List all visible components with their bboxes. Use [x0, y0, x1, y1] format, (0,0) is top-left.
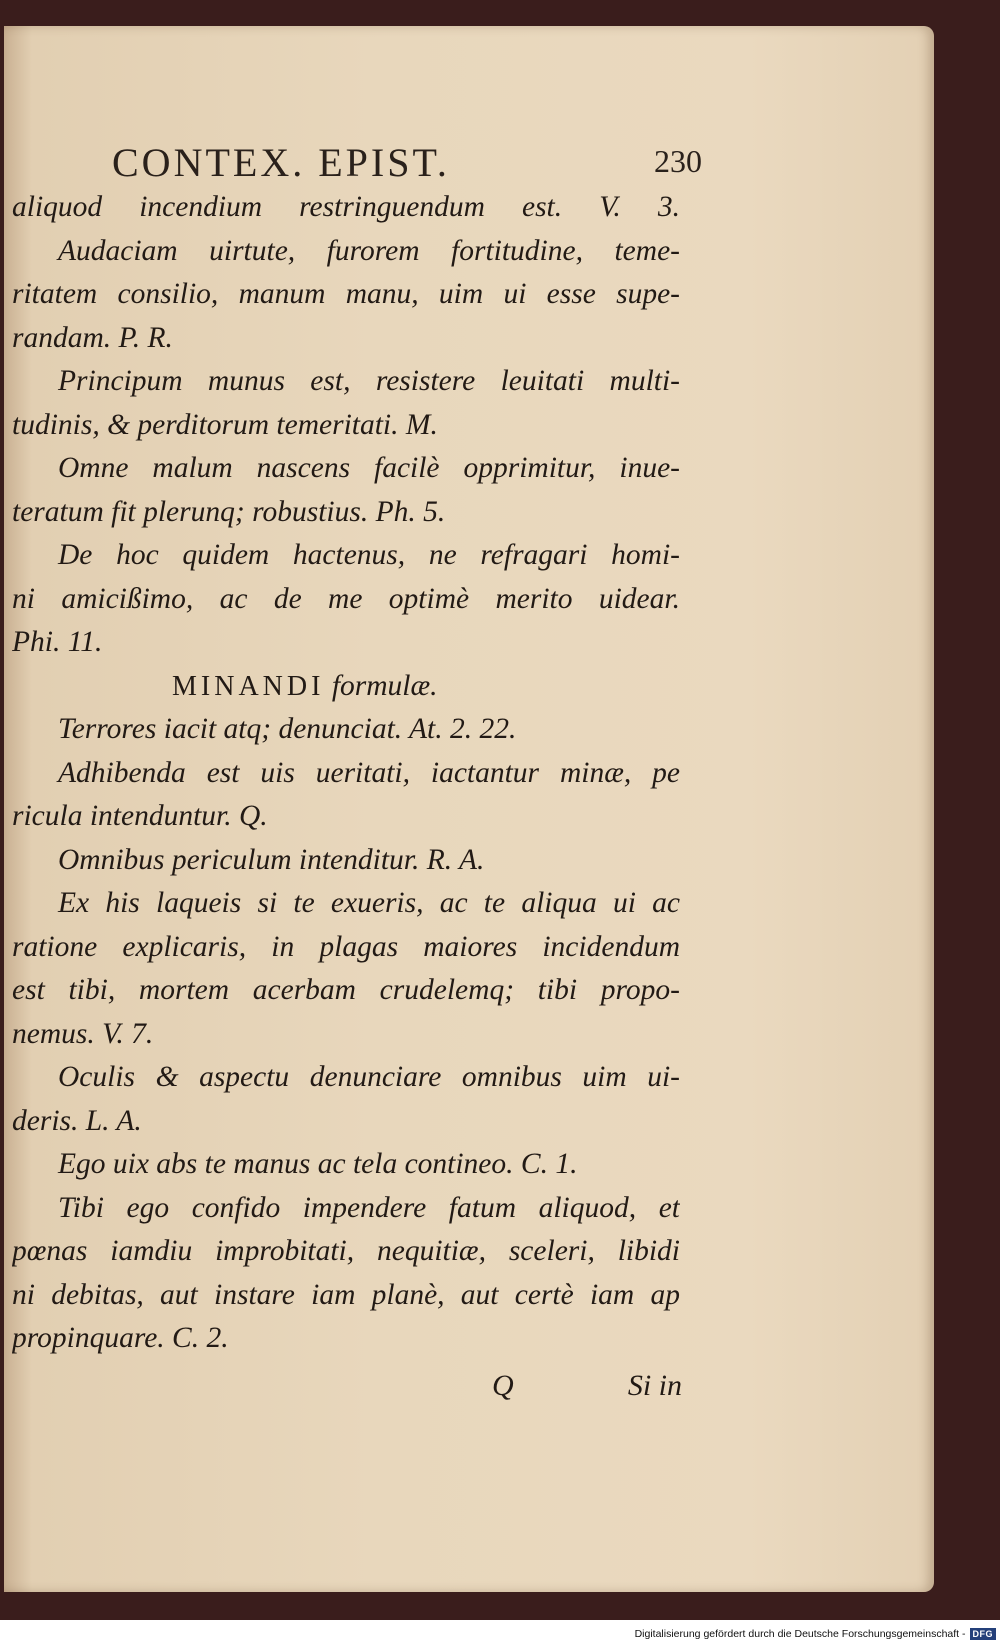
book-page [4, 26, 934, 1592]
text-line: Oculis & aspectu denunciare omnibus uim ui- [58, 1061, 680, 1093]
text-line: Ego uix abs te manus ac tela contineo. C. 1. [58, 1148, 578, 1180]
text-line: teratum fit plerunq; robustius. Ph. 5. [12, 495, 446, 528]
text-line: Omnibus periculum intenditur. R. A. [58, 843, 485, 876]
page-header [112, 139, 702, 183]
text-line: Ex his laqueis si te exueris, ac te aliqua ui ac [58, 887, 680, 919]
text-line: aliquod incendium restringuendum est. V. 3. [12, 191, 680, 223]
text-line: pœnas iamdiu improbitati, nequitiæ, sceleri, libidi [12, 1235, 680, 1267]
text-line: Audaciam uirtute, furorem fortitudine, teme- [58, 234, 680, 267]
dfg-logo-icon: DFG [970, 1628, 997, 1640]
signature-mark: Q [492, 1369, 514, 1402]
text-line: nemus. V. 7. [12, 1017, 154, 1050]
text-line: ratione explicaris, in plagas maiores incidendum [12, 930, 680, 963]
text-line: est tibi, mortem acerbam crudelemq; tibi propo- [12, 974, 680, 1006]
credit-text: Digitalisierung gefördert durch die Deutsche Forschungsgemeinschaft - [634, 1628, 966, 1640]
section-heading [12, 665, 680, 709]
text-line: ritatem consilio, manum manu, uim ui esse supe- [12, 278, 680, 310]
text-line: ni amicißimo, ac de me optimè merito uidear. [12, 582, 680, 615]
text-line: Tibi ego confido impendere fatum aliquod, et [58, 1191, 680, 1224]
text-line: ricula intenduntur. Q. [12, 800, 268, 832]
body-text [12, 186, 680, 1361]
page-footer [492, 1369, 682, 1413]
text-line: Terrores iacit atq; denunciat. At. 2. 22. [58, 713, 517, 745]
text-line: tudinis, & perditorum temeritati. M. [12, 408, 438, 441]
text-line: deris. L. A. [12, 1104, 142, 1137]
text-line: Principum munus est, resistere leuitati multi- [58, 365, 680, 397]
section-heading-word: formulæ. [331, 669, 438, 702]
text-line: Phi. 11. [12, 626, 103, 658]
text-line: Adhibenda est uis ueritati, iactantur minæ, pe [58, 756, 680, 789]
text-line: De hoc quidem hactenus, ne refragari homi- [58, 539, 680, 571]
running-head: CONTEX. EPIST. [112, 140, 450, 185]
page-number: 230 [654, 143, 702, 179]
text-line: Omne malum nascens facilè opprimitur, inue- [58, 452, 680, 484]
section-heading-caps: MINANDI [172, 670, 325, 702]
catchword: Si in [627, 1369, 682, 1402]
text-line: ni debitas, aut instare iam planè, aut certè iam ap [12, 1278, 680, 1311]
text-line: randam. P. R. [12, 321, 173, 354]
text-line: propinquare. C. 2. [12, 1322, 229, 1354]
digitization-credit [635, 1624, 996, 1644]
